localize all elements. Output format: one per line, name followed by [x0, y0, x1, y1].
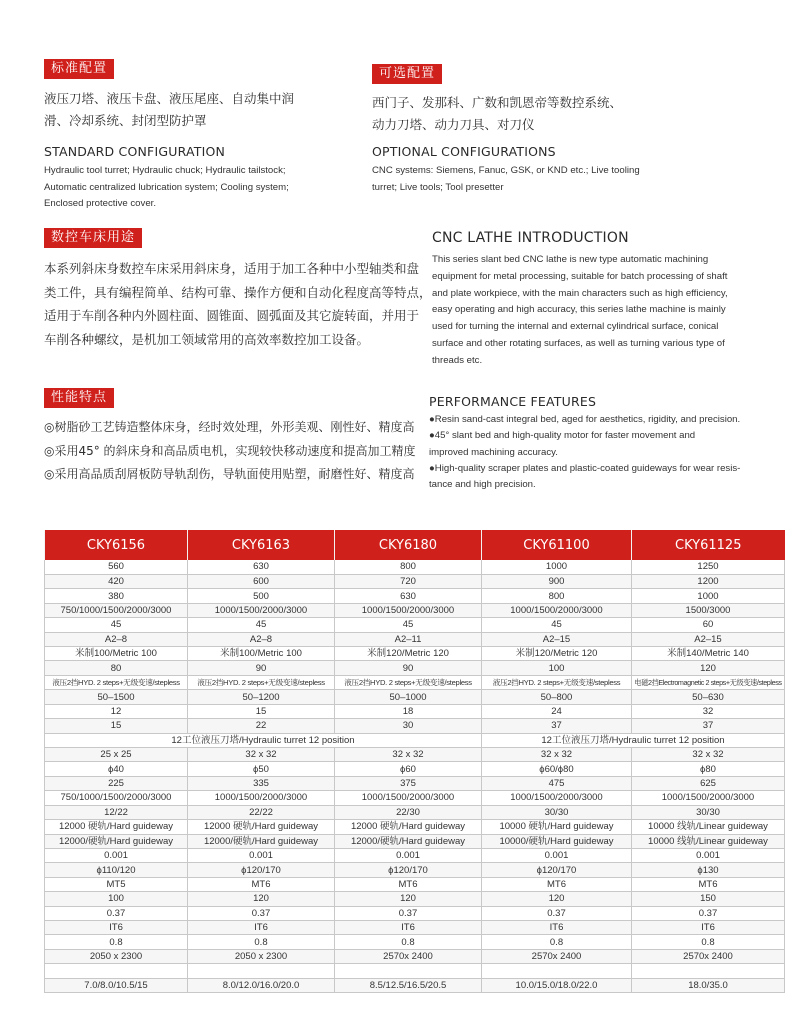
table-cell: 22/30	[335, 805, 482, 819]
table-cell: 1000/1500/2000/3000	[482, 603, 632, 617]
table-cell: 液压2挡HYD. 2 steps+无级变速/stepless	[335, 675, 482, 689]
table-cell: 335	[188, 776, 335, 790]
table-cell: A2–8	[188, 632, 335, 646]
table-cell: MT5	[45, 877, 188, 891]
standard-en-line: Enclosed protective cover.	[44, 198, 156, 209]
performance-cn-line: ◎采用高品质刮屑板防导轨刮伤，导轨面使用贴塑，耐磨性好、精度高	[44, 467, 415, 481]
table-row	[45, 704, 785, 718]
table-cell: 45	[482, 618, 632, 632]
table-cell: ϕ50	[188, 762, 335, 776]
table-cell: 375	[335, 776, 482, 790]
table-cell: 液压2挡HYD. 2 steps+无级变速/stepless	[482, 675, 632, 689]
model-header-cky61125: CKY61125	[632, 530, 785, 560]
performance-en	[429, 412, 740, 493]
table-cell: ϕ60	[335, 762, 482, 776]
table-cell: 米制100/Metric 100	[188, 647, 335, 661]
table-cell: 45	[335, 618, 482, 632]
table-cell: A2–15	[632, 632, 785, 646]
table-row	[45, 805, 785, 819]
table-cell: 22	[188, 719, 335, 733]
table-cell: 15	[45, 719, 188, 733]
optional-config-title: OPTIONAL CONFIGURATIONS	[372, 144, 556, 159]
optional-en-line: turret; Live tools; Tool presetter	[372, 181, 504, 193]
intro-en-line: threads etc.	[432, 354, 483, 366]
table-cell: 1250	[632, 560, 785, 574]
optional-cn-line: 西门子、发那科、广数和凯恩帝等数控系统、	[372, 95, 623, 110]
table-cell: 2050 x 2300	[188, 949, 335, 963]
table-row	[45, 675, 785, 689]
table-cell: 0.37	[482, 906, 632, 920]
table-cell: 12000 硬轨/Hard guideway	[188, 820, 335, 834]
table-cell: MT6	[335, 877, 482, 891]
table-cell: 8.0/12.0/16.0/20.0	[188, 978, 335, 992]
table-cell: 0.001	[188, 848, 335, 862]
intro-en-line: used for turning the internal and external cylindrical surface, conical	[432, 321, 719, 333]
spec-table	[44, 530, 785, 993]
table-cell: 0.8	[482, 935, 632, 949]
table-row	[45, 574, 785, 588]
standard-en-line: Automatic centralized lubrication system; Cooling system;	[44, 181, 289, 193]
table-cell: 0.37	[632, 906, 785, 920]
optional-config-en	[372, 163, 640, 196]
table-cell: 32 x 32	[188, 747, 335, 761]
table-cell: 45	[188, 618, 335, 632]
table-cell: 0.37	[45, 906, 188, 920]
table-cell: 10000/硬轨/Hard guideway	[482, 834, 632, 848]
table-cell: 32 x 32	[632, 747, 785, 761]
table-row	[45, 877, 785, 891]
table-cell: 7.0/8.0/10.5/15	[45, 978, 188, 992]
table-cell: 10000 线轨/Linear guideway	[632, 834, 785, 848]
table-cell	[45, 964, 188, 978]
table-row	[45, 618, 785, 632]
intro-cn-line: 类工件，具有编程简单、结构可靠、操作方便和自动化程度高等特点，	[44, 284, 432, 300]
table-cell	[188, 964, 335, 978]
table-cell: 0.001	[45, 848, 188, 862]
model-header-cky6163: CKY6163	[188, 530, 335, 560]
table-cell: 米制140/Metric 140	[632, 647, 785, 661]
intro-tag: 数控车床用途	[44, 228, 142, 248]
table-cell: IT6	[335, 921, 482, 935]
table-cell: 10000 线轨/Linear guideway	[632, 820, 785, 834]
table-row	[45, 906, 785, 920]
table-cell: 420	[45, 574, 188, 588]
standard-config-cn	[44, 88, 294, 132]
table-cell: A2–8	[45, 632, 188, 646]
performance-en-line: tance and high precision.	[429, 479, 536, 491]
table-cell: 500	[188, 589, 335, 603]
table-cell: 12000/硬轨/Hard guideway	[188, 834, 335, 848]
table-cell: A2–11	[335, 632, 482, 646]
table-cell: 225	[45, 776, 188, 790]
performance-en-line: ●Resin sand-cast integral bed, aged for aesthetics, rigidity, and precision.	[429, 414, 741, 425]
table-cell: IT6	[632, 921, 785, 935]
table-cell: 50–1500	[45, 690, 188, 704]
table-cell: 50–630	[632, 690, 785, 704]
table-cell: 50–1000	[335, 690, 482, 704]
table-cell: 900	[482, 574, 632, 588]
table-cell: 10.0/15.0/18.0/22.0	[482, 978, 632, 992]
table-cell: 22/22	[188, 805, 335, 819]
performance-cn	[44, 416, 416, 487]
performance-en-line: ●High-quality scraper plates and plastic-coated guideways for wear resis-	[429, 462, 741, 474]
optional-en-line: CNC systems: Siemens, Fanuc, GSK, or KND etc.; Live tooling	[372, 165, 640, 176]
table-cell: 100	[45, 892, 188, 906]
table-cell: 30	[335, 719, 482, 733]
table-cell: 100	[482, 661, 632, 675]
table-cell: A2–15	[482, 632, 632, 646]
table-cell: 2050 x 2300	[45, 949, 188, 963]
table-cell: 560	[45, 560, 188, 574]
intro-title: CNC LATHE INTRODUCTION	[432, 230, 629, 246]
optional-cn-line: 动力刀塔、动力刀具、对刀仪	[372, 117, 535, 132]
table-cell: 15	[188, 704, 335, 718]
table-cell: 32	[632, 704, 785, 718]
table-cell: 电磁2挡Electromagnetic 2 steps+无级变速/stepless	[632, 675, 785, 689]
table-cell: 1200	[632, 574, 785, 588]
intro-en	[432, 252, 728, 370]
table-row	[45, 834, 785, 848]
table-row	[45, 863, 785, 877]
optional-config-cn	[372, 92, 622, 136]
table-cell: 150	[632, 892, 785, 906]
table-row	[45, 978, 785, 992]
table-cell: 90	[188, 661, 335, 675]
table-cell: 80	[45, 661, 188, 675]
table-cell: 50–800	[482, 690, 632, 704]
intro-en-line: and plate workpiece, with the main characters such as high efficiency,	[432, 287, 728, 299]
table-cell: 30/30	[482, 805, 632, 819]
table-cell: 2570x 2400	[335, 949, 482, 963]
table-cell: 750/1000/1500/2000/3000	[45, 603, 188, 617]
performance-cn-line: ◎采用45° 的斜床身和高品质电机，实现较快移动速度和提高加工精度	[44, 443, 416, 458]
intro-en-line: easy operating and high accuracy, this series lathe machine is mainly	[432, 304, 726, 316]
table-cell: MT6	[188, 877, 335, 891]
table-cell: 1500/3000	[632, 603, 785, 617]
table-cell: 120	[188, 892, 335, 906]
table-cell	[482, 964, 632, 978]
table-cell: 720	[335, 574, 482, 588]
table-cell: 12000 硬轨/Hard guideway	[45, 820, 188, 834]
table-cell: 37	[482, 719, 632, 733]
table-cell: 米制100/Metric 100	[45, 647, 188, 661]
table-cell: 600	[188, 574, 335, 588]
table-cell: 1000	[632, 589, 785, 603]
table-cell: 625	[632, 776, 785, 790]
model-header-cky61100: CKY61100	[482, 530, 632, 560]
table-cell: IT6	[45, 921, 188, 935]
table-row	[45, 747, 785, 761]
table-cell: 2570x 2400	[632, 949, 785, 963]
table-row	[45, 603, 785, 617]
table-row	[45, 632, 785, 646]
table-cell: ϕ120/170	[188, 863, 335, 877]
table-cell: 12/22	[45, 805, 188, 819]
table-cell: 630	[335, 589, 482, 603]
table-row	[45, 690, 785, 704]
table-cell: 1000/1500/2000/3000	[188, 603, 335, 617]
table-cell: 800	[335, 560, 482, 574]
standard-config-tag: 标准配置	[44, 59, 114, 79]
standard-config-en	[44, 163, 289, 213]
table-cell: 液压2挡HYD. 2 steps+无级变速/stepless	[45, 675, 188, 689]
table-cell: IT6	[188, 921, 335, 935]
table-cell: 12000 硬轨/Hard guideway	[335, 820, 482, 834]
table-cell: 18.0/35.0	[632, 978, 785, 992]
table-cell: 380	[45, 589, 188, 603]
table-cell: 2570x 2400	[482, 949, 632, 963]
table-cell: 0.37	[188, 906, 335, 920]
performance-en-line: improved machining accuracy.	[429, 446, 558, 458]
table-cell: 630	[188, 560, 335, 574]
table-cell: 10000 硬轨/Hard guideway	[482, 820, 632, 834]
table-row	[45, 762, 785, 776]
table-cell: 12工位液压刀塔/Hydraulic turret 12 position	[45, 733, 482, 747]
table-cell: 45	[45, 618, 188, 632]
table-cell: 0.8	[45, 935, 188, 949]
table-cell: 12000/硬轨/Hard guideway	[45, 834, 188, 848]
performance-cn-line: ◎树脂砂工艺铸造整体床身，经时效处理，外形美观、刚性好、精度高	[44, 420, 415, 434]
table-row	[45, 820, 785, 834]
table-row	[45, 935, 785, 949]
table-row	[45, 921, 785, 935]
performance-title: PERFORMANCE FEATURES	[429, 394, 597, 409]
table-cell: 24	[482, 704, 632, 718]
model-header-cky6156: CKY6156	[45, 530, 188, 560]
table-cell: ϕ40	[45, 762, 188, 776]
table-cell: IT6	[482, 921, 632, 935]
table-cell: 50–1200	[188, 690, 335, 704]
table-cell: 米制120/Metric 120	[335, 647, 482, 661]
standard-en-line: Hydraulic tool turret; Hydraulic chuck; Hydraulic tailstock;	[44, 165, 286, 176]
table-row	[45, 719, 785, 733]
table-row	[45, 964, 785, 978]
table-row	[45, 733, 785, 747]
table-cell: 12	[45, 704, 188, 718]
intro-cn-line: 车削各种螺纹，是机加工领域常用的高效率数控加工设备。	[44, 331, 370, 347]
table-cell: 0.8	[188, 935, 335, 949]
table-cell: 液压2挡HYD. 2 steps+无级变速/stepless	[188, 675, 335, 689]
performance-en-line: ●45° slant bed and high-quality motor for faster movement and	[429, 430, 696, 442]
intro-en-line: surface and other rotating surfaces, as well as turning various type of	[432, 337, 725, 349]
table-cell: MT6	[482, 877, 632, 891]
table-cell: 25 x 25	[45, 747, 188, 761]
table-cell: ϕ60/ϕ80	[482, 762, 632, 776]
table-cell: 0.8	[335, 935, 482, 949]
table-cell: 米制120/Metric 120	[482, 647, 632, 661]
table-row	[45, 560, 785, 574]
table-cell: 1000/1500/2000/3000	[335, 791, 482, 805]
intro-cn-line: 本系列斜床身数控车床采用斜床身，适用于加工各种中小型轴类和盘	[44, 261, 420, 276]
table-cell: 18	[335, 704, 482, 718]
table-row	[45, 776, 785, 790]
table-row	[45, 848, 785, 862]
intro-cn	[44, 257, 432, 351]
table-row	[45, 661, 785, 675]
table-cell	[632, 964, 785, 978]
table-cell: 120	[335, 892, 482, 906]
standard-cn-line: 滑、冷却系统、封闭型防护罩	[44, 113, 207, 128]
spec-table-header-row	[45, 530, 785, 560]
table-row	[45, 589, 785, 603]
table-cell: 0.001	[632, 848, 785, 862]
table-cell: ϕ130	[632, 863, 785, 877]
table-cell: 0.001	[335, 848, 482, 862]
table-row	[45, 892, 785, 906]
table-cell: ϕ80	[632, 762, 785, 776]
table-cell	[335, 964, 482, 978]
table-cell: ϕ110/120	[45, 863, 188, 877]
table-cell: 8.5/12.5/16.5/20.5	[335, 978, 482, 992]
intro-en-line: This series slant bed CNC lathe is new type automatic machining	[432, 254, 709, 265]
table-cell: 0.001	[482, 848, 632, 862]
table-row	[45, 949, 785, 963]
table-row	[45, 647, 785, 661]
table-cell: 32 x 32	[482, 747, 632, 761]
table-cell: 475	[482, 776, 632, 790]
table-cell: 120	[632, 661, 785, 675]
table-cell: 60	[632, 618, 785, 632]
intro-cn-line: 适用于车削各种内外圆柱面、圆锥面、圆弧面及其它旋转面，并用于	[44, 308, 420, 323]
table-cell: 1000	[482, 560, 632, 574]
table-cell: 1000/1500/2000/3000	[188, 791, 335, 805]
table-cell: 12000/硬轨/Hard guideway	[335, 834, 482, 848]
table-cell: 30/30	[632, 805, 785, 819]
table-cell: 37	[632, 719, 785, 733]
standard-config-title: STANDARD CONFIGURATION	[44, 144, 226, 159]
table-cell: 0.37	[335, 906, 482, 920]
intro-en-line: equipment for metal processing, suitable for batch processing of shaft	[432, 270, 728, 282]
table-row	[45, 791, 785, 805]
model-header-cky6180: CKY6180	[335, 530, 482, 560]
table-cell: ϕ120/170	[482, 863, 632, 877]
table-cell: 120	[482, 892, 632, 906]
table-cell: 12工位液压刀塔/Hydraulic turret 12 position	[482, 733, 785, 747]
table-cell: MT6	[632, 877, 785, 891]
table-cell: 32 x 32	[335, 747, 482, 761]
standard-cn-line: 液压刀塔、液压卡盘、液压尾座、自动集中润	[44, 91, 295, 106]
table-cell: 1000/1500/2000/3000	[482, 791, 632, 805]
table-cell: 0.8	[632, 935, 785, 949]
table-cell: 90	[335, 661, 482, 675]
optional-config-tag: 可选配置	[372, 64, 442, 84]
table-cell: ϕ120/170	[335, 863, 482, 877]
table-cell: 1000/1500/2000/3000	[632, 791, 785, 805]
table-cell: 800	[482, 589, 632, 603]
performance-tag: 性能特点	[44, 388, 114, 408]
table-cell: 750/1000/1500/2000/3000	[45, 791, 188, 805]
table-cell: 1000/1500/2000/3000	[335, 603, 482, 617]
